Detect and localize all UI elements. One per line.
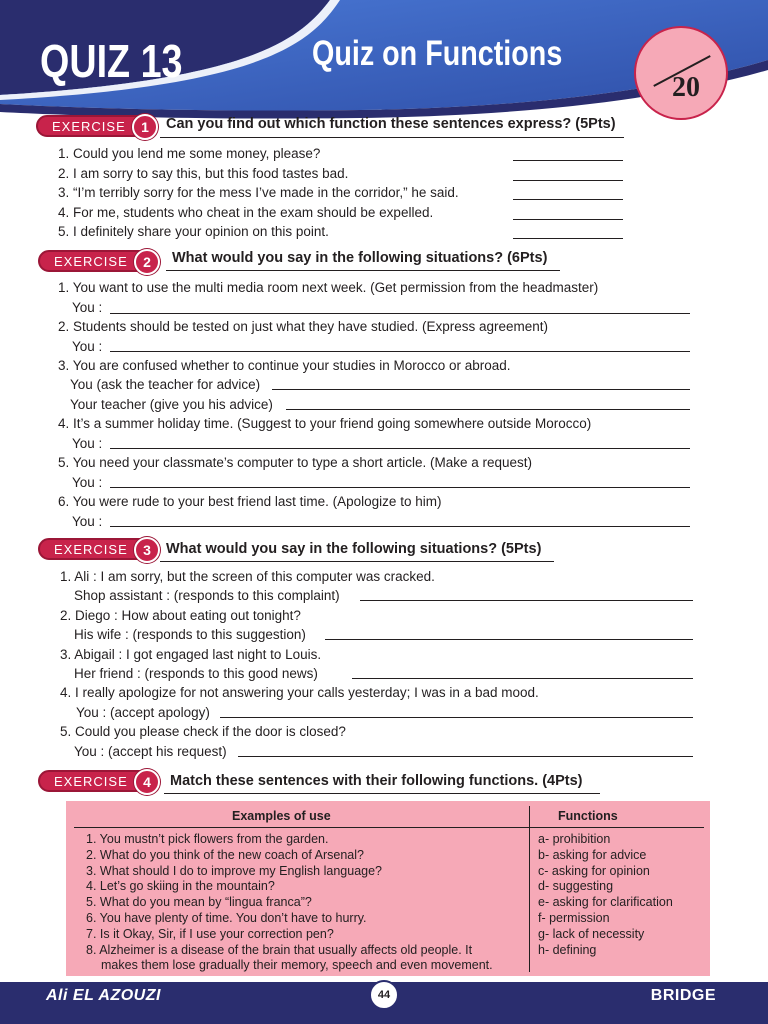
answer-line[interactable] (513, 219, 623, 220)
function-row: h- defining (538, 943, 597, 957)
example-row: 6. You have plenty of time. You don’t have to hurry. (86, 911, 367, 925)
quiz-title: Quiz on Functions (312, 34, 563, 73)
page-number: 44 (369, 980, 399, 1010)
exercise-number: 3 (134, 537, 160, 563)
answer-line[interactable] (352, 678, 693, 679)
answer-line[interactable] (110, 487, 690, 488)
exercise-3-item: His wife : (responds to this suggestion) (74, 627, 306, 642)
exercise-1-item: 5. I definitely share your opinion on this point. (58, 224, 329, 239)
exercise-badge (38, 250, 160, 272)
answer-line[interactable] (238, 756, 693, 757)
column-header-examples: Examples of use (232, 809, 331, 823)
exercise-3-item: 1. Ali : I am sorry, but the screen of this computer was cracked. (60, 569, 435, 584)
exercise-label: EXERCISE (54, 774, 128, 789)
answer-line[interactable] (272, 389, 690, 390)
exercise-number: 1 (132, 114, 158, 140)
exercise-3-item: You : (accept his request) (74, 744, 227, 759)
example-row: 4. Let’s go skiing in the mountain? (86, 879, 275, 893)
answer-line[interactable] (110, 313, 690, 314)
exercise-2-item: 4. It’s a summer holiday time. (Suggest to your friend going somewhere outside Morocco) (58, 416, 592, 431)
footer-author: Ali EL AZOUZI (46, 987, 161, 1004)
exercise-2-item: You : (72, 339, 103, 354)
column-header-functions: Functions (558, 809, 618, 823)
answer-line[interactable] (513, 238, 623, 239)
exercise-badge (38, 538, 160, 560)
answer-line[interactable] (110, 448, 690, 449)
exercise-1-title-underline (160, 137, 624, 138)
exercise-2-title-underline (166, 270, 560, 271)
answer-line[interactable] (513, 199, 623, 200)
exercise-2-item: You : (72, 436, 103, 451)
table-header-divider (74, 827, 704, 828)
function-row: b- asking for advice (538, 848, 647, 862)
example-row: 1. You mustn’t pick flowers from the garden. (86, 832, 329, 846)
exercise-3-item: You : (accept apology) (76, 705, 210, 720)
exercise-number: 4 (134, 769, 160, 795)
exercise-3-item: 5. Could you please check if the door is closed? (60, 724, 346, 739)
exercise-3-item: 4. I really apologize for not answering your calls yesterday; I was in a bad mood. (60, 685, 539, 700)
exercise-2-item: 1. You want to use the multi media room next week. (Get permission from the headmaster) (58, 280, 599, 295)
exercise-3-item: 3. Abigail : I got engaged last night to Louis. (60, 647, 322, 662)
function-row: g- lack of necessity (538, 927, 645, 941)
function-row: a- prohibition (538, 832, 611, 846)
exercise-badge (36, 115, 158, 137)
score-total: 20 (672, 72, 700, 103)
exercise-2-item: You : (72, 514, 103, 529)
exercise-label: EXERCISE (52, 119, 126, 134)
exercise-badge (38, 770, 160, 792)
answer-line[interactable] (110, 526, 690, 527)
answer-line[interactable] (513, 160, 623, 161)
exercise-2-item: You (ask the teacher for advice) (70, 377, 261, 392)
answer-line[interactable] (325, 639, 693, 640)
function-row: e- asking for clarification (538, 895, 673, 909)
exercise-4-title-underline (164, 793, 600, 794)
answer-line[interactable] (286, 409, 690, 410)
exercise-2-item: You : (72, 475, 103, 490)
example-row: 8. Alzheimer is a disease of the brain that usually affects old people. It (86, 943, 473, 957)
exercise-1-item: 3. “I’m terribly sorry for the mess I’ve made in the corridor,” he said. (58, 185, 459, 200)
answer-line[interactable] (220, 717, 693, 718)
exercise-2-item: 3. You are confused whether to continue your studies in Morocco or abroad. (58, 358, 511, 373)
exercise-3-item: Shop assistant : (responds to this complaint) (74, 588, 340, 603)
answer-line[interactable] (360, 600, 693, 601)
example-row: 2. What do you think of the new coach of Arsenal? (86, 848, 364, 862)
footer-brand: BRIDGE (650, 987, 716, 1004)
page-footer (0, 982, 768, 1024)
answer-line[interactable] (110, 351, 690, 352)
exercise-3-item: 2. Diego : How about eating out tonight? (60, 608, 301, 623)
exercise-2-item: You : (72, 300, 103, 315)
quiz-number: QUIZ 13 (40, 35, 183, 87)
exercise-3-item: Her friend : (responds to this good news) (74, 666, 318, 681)
exercise-2-item: 2. Students should be tested on just what they have studied. (Express agreement) (58, 319, 549, 334)
example-row: 5. What do you mean by “lingua franca”? (86, 895, 312, 909)
exercise-4-title: Match these sentences with their following functions. (4Pts) (170, 773, 583, 789)
function-row: d- suggesting (538, 879, 614, 893)
exercise-1-item: 1. Could you lend me some money, please? (58, 146, 321, 161)
exercise-2-item: 6. You were rude to your best friend last time. (Apologize to him) (58, 494, 442, 509)
table-column-divider (529, 806, 530, 972)
example-row: 7. Is it Okay, Sir, if I use your correction pen? (86, 927, 334, 941)
function-row: f- permission (538, 911, 610, 925)
exercise-3-title: What would you say in the following situations? (5Pts) (166, 541, 542, 557)
exercise-1-title: Can you find out which function these sentences express? (5Pts) (166, 116, 616, 132)
function-row: c- asking for opinion (538, 864, 650, 878)
example-row-continuation: makes them lose gradually their memory, speech and even movement. (101, 958, 493, 972)
exercise-2-item: 5. You need your classmate’s computer to type a short article. (Make a request) (58, 455, 532, 470)
exercise-3-title-underline (160, 561, 554, 562)
exercise-number: 2 (134, 249, 160, 275)
example-row: 3. What should I do to improve my English language? (86, 864, 383, 878)
exercise-1-item: 2. I am sorry to say this, but this food tastes bad. (58, 166, 349, 181)
exercise-label: EXERCISE (54, 542, 128, 557)
exercise-2-item: Your teacher (give you his advice) (70, 397, 273, 412)
exercise-label: EXERCISE (54, 254, 128, 269)
answer-line[interactable] (513, 180, 623, 181)
exercise-1-item: 4. For me, students who cheat in the exam should be expelled. (58, 205, 434, 220)
exercise-2-title: What would you say in the following situations? (6Pts) (172, 250, 548, 266)
